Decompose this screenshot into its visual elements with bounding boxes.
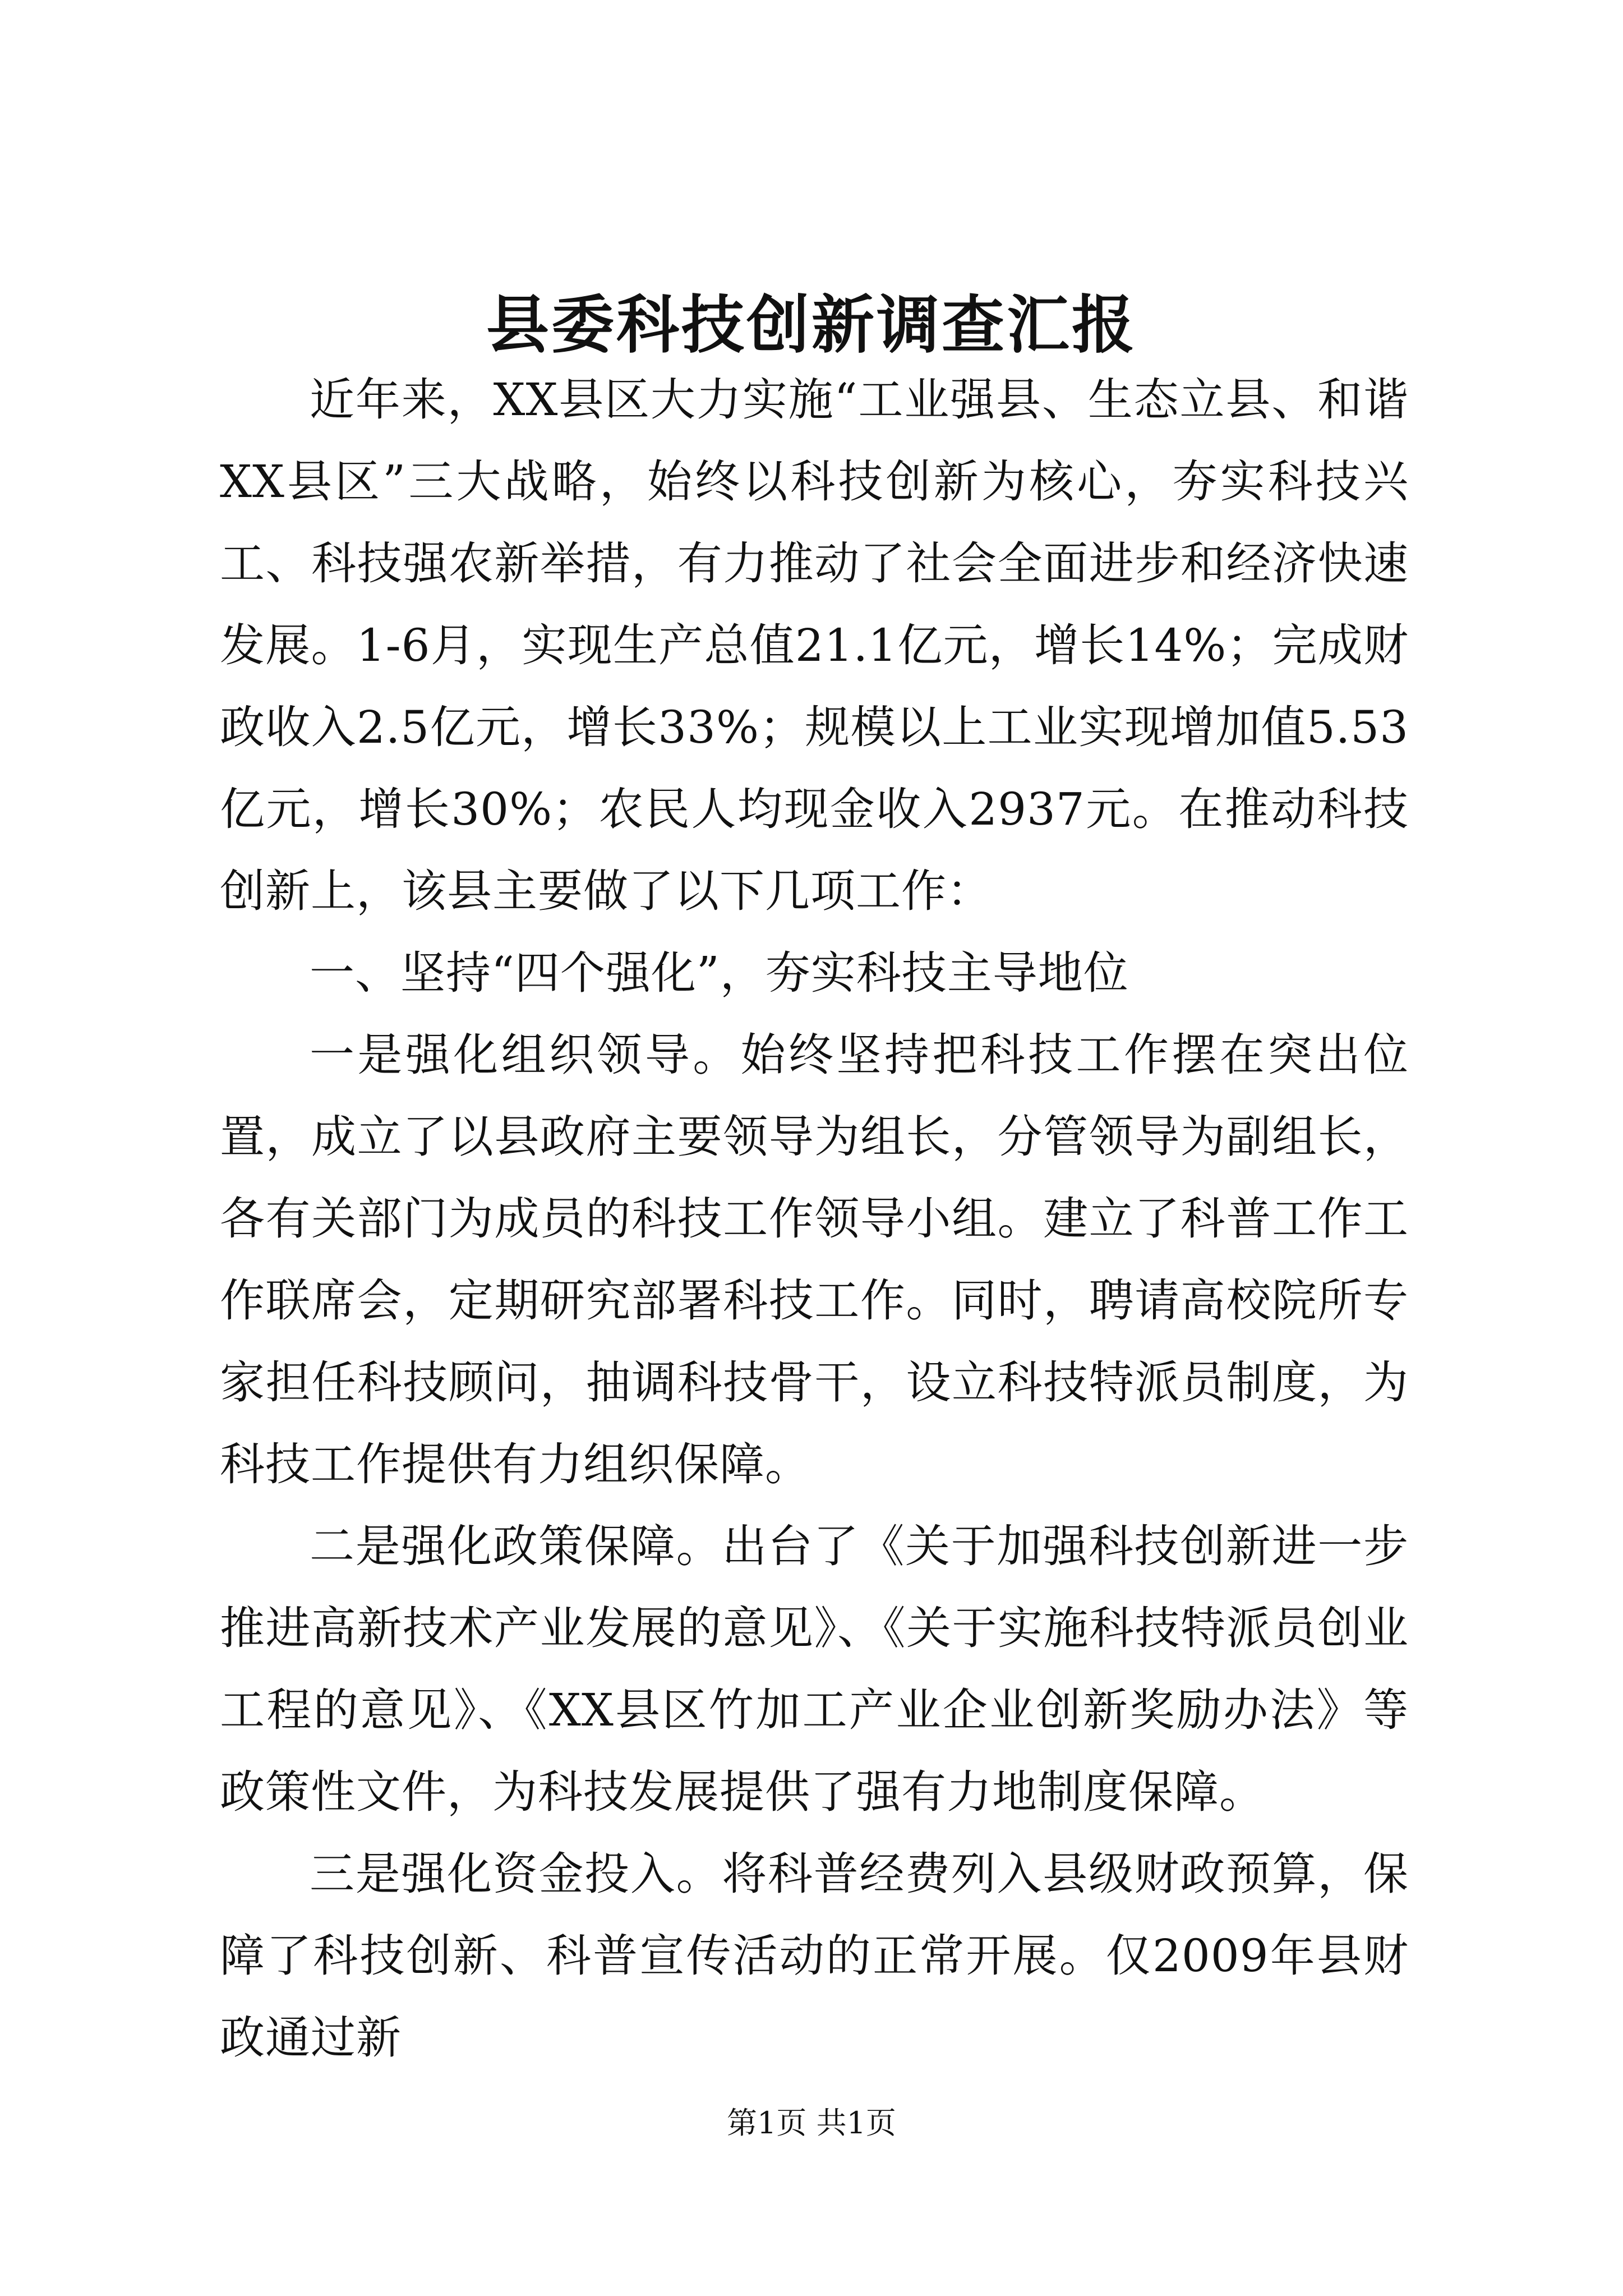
document-title: 县委科技创新调查汇报: [486, 288, 1137, 362]
paragraph-policy: 二是强化政策保障。出台了《关于加强科技创新进一步推进高新技术产业发展的意见》、《关于实施科技特派员创业工程的意见》、《XX县区竹加工产业企业创新奖励办法》等政策性文件，为科技发展提供了强有力地制度保障。: [220, 1520, 1409, 1818]
paragraph-intro: 近年来，XX县区大力实施“工业强县、生态立县、和谐XX县区”三大战略，始终以科技创新为核心，夯实科技兴工、科技强农新举措，有力推动了社会全面进步和经济快速发展。1-6月，实现生产总值21.1亿元，增长14%；完成财政收入2.5亿元，增长33%；规模以上工业实现增加值5.53亿元，增长30%；农民人均现金收入2937元。在推动科技创新上，该县主要做了以下几项工作：: [220, 374, 1409, 917]
paragraph-funding: 三是强化资金投入。将科普经费列入县级财政预算，保障了科技创新、科普宣传活动的正常开展。仅2009年县财政通过新: [220, 1848, 1409, 2064]
document-body: [220, 359, 1409, 2079]
section-heading-1: 一、坚持“四个强化”，夯实科技主导地位: [310, 947, 1129, 999]
paragraph-organization: 一是强化组织领导。始终坚持把科技工作摆在突出位置，成立了以县政府主要领导为组长，分管领导为副组长，各有关部门为成员的科技工作领导小组。建立了科普工作工作联席会，定期研究部署科技工作。同时，聘请高校院所专家担任科技顾问，抽调科技骨干，设立科技特派员制度，为科技工作提供有力组织保障。: [220, 1029, 1409, 1490]
page-number-footer: 第1页 共1页: [727, 2105, 896, 2141]
